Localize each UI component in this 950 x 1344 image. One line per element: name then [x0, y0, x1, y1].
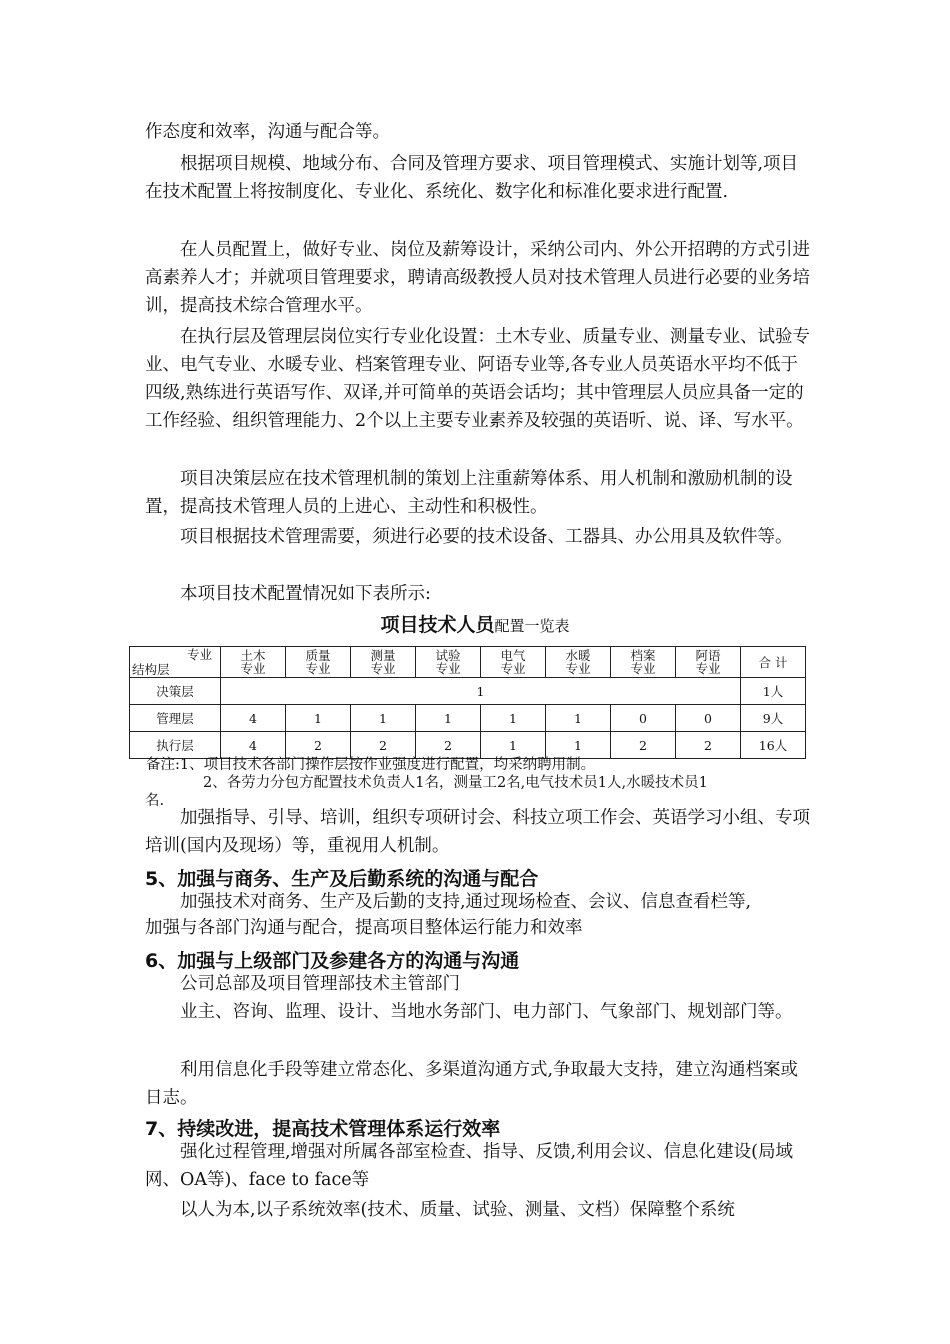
table-note-1: 备注:1、项目技术各部门操作层按作业强度进行配置，均采纳聘用制。: [146, 757, 596, 773]
table-cell: 2: [286, 732, 351, 759]
table-note-2-cont: 名.: [145, 793, 165, 809]
row-label: 执行层: [130, 732, 221, 759]
column-header: 电气 专业: [481, 647, 546, 678]
table-cell: 2: [351, 732, 416, 759]
total-header: 合 计: [741, 647, 806, 678]
table-cell: 1: [351, 705, 416, 732]
corner-bottom-label: 结构层: [132, 662, 170, 677]
table-cell: 2: [416, 732, 481, 759]
table-cell: 4: [221, 732, 286, 759]
section-5-line-1: 加强技术对商务、生产及后勤的支持,通过现场检查、会议、信息查看栏等,: [180, 892, 752, 912]
paragraph-5: 项目决策层应在技术管理机制的策划上注重薪筹体系、用人机制和激励机制的设置，提高技术管理人员的上进心、主动性和积极性。: [145, 469, 793, 517]
table-title-main: 项目技术人员: [380, 614, 495, 636]
column-header: 试验 专业: [416, 647, 481, 678]
column-header: 测量 专业: [351, 647, 416, 678]
section-6-paragraph-2: 业主、咨询、监理、设计、当地水务部门、电力部门、气象部门、规划部门等。: [180, 1002, 793, 1022]
table-cell: 2: [611, 732, 676, 759]
column-header: 土木 专业: [221, 647, 286, 678]
paragraph-7: 本项目技术配置情况如下表所示:: [180, 584, 431, 604]
row-total: 9人: [741, 705, 806, 732]
section-7-paragraph-2: 以人为本,以子系统效率(技术、质量、试验、测量、文档）保障整个系统: [180, 1200, 735, 1220]
section-6-heading: 6、加强与上级部门及参建各方的沟通与沟通: [145, 950, 520, 972]
table-cell: 0: [611, 705, 676, 732]
column-header: 水暖 专业: [546, 647, 611, 678]
table-cell: 1: [546, 705, 611, 732]
table-title-suffix: 配置一览表: [494, 617, 570, 635]
table-row: [130, 678, 806, 705]
table-cell: 0: [676, 705, 741, 732]
table-cell: 1: [481, 732, 546, 759]
paragraph-2: 根据项目规模、地域分布、合同及管理方要求、项目管理模式、实施计划等,项目在技术配置上将按制度化、专业化、系统化、数字化和标准化要求进行配置.: [145, 154, 799, 202]
paragraph-8: 加强指导、引导、培训，组织专项研讨会、科技立项工作会、英语学习小组、专项培训(国内及现场）等，重视用人机制。: [145, 808, 810, 856]
merged-cell: 1: [221, 678, 741, 705]
section-6-paragraph-3: 利用信息化手段等建立常态化、多渠道沟通方式,争取最大支持，建立沟通档案或日志。: [145, 1060, 799, 1108]
paragraph-6: 项目根据技术管理需要，须进行必要的技术设备、工器具、办公用具及软件等。: [180, 527, 793, 547]
table-header-row: [130, 647, 806, 678]
section-5-line-2: 加强与各部门沟通与配合，提高项目整体运行能力和效率: [145, 918, 583, 938]
paragraph-3: 在人员配置上，做好专业、岗位及薪筹设计，采纳公司内、外公开招聘的方式引进高素养人才；并就项目管理要求，聘请高级教授人员对技术管理人员进行必要的业务培训，提高技术综合管理水平。: [145, 240, 810, 316]
section-6-line-1: 公司总部及项目管理部技术主管部门: [180, 974, 460, 994]
section-7-paragraph-1: 强化过程管理,增强对所属各部室检查、指导、反馈,利用会议、信息化建设(局域网、OA等)、face to face等: [145, 1142, 793, 1190]
column-header: 质量 专业: [286, 647, 351, 678]
table-row: [130, 705, 806, 732]
row-label: 决策层: [130, 678, 221, 705]
row-total: 1人: [741, 678, 806, 705]
table-cell: 4: [221, 705, 286, 732]
table-title: [0, 610, 950, 641]
table-cell: 2: [676, 732, 741, 759]
table-cell: 1: [546, 732, 611, 759]
table-row: [130, 732, 806, 759]
staff-config-table: [129, 646, 806, 759]
row-total: 16人: [741, 732, 806, 759]
row-label: 管理层: [130, 705, 221, 732]
table-cell: 1: [481, 705, 546, 732]
paragraph-1: 作态度和效率，沟通与配合等。: [145, 122, 390, 142]
paragraph-4: 在执行层及管理层岗位实行专业化设置：土木专业、质量专业、测量专业、试验专业、电气专业、水暖专业、档案管理专业、阿语专业等,各专业人员英语水平均不低于四级,熟练进行英语写作、双译,并可简单的英语会话均；其中管理层人员应具备一定的工作经验、组织管理能力、2个以上主要专业素养及较强的英语听、说、译、写水平。: [145, 327, 810, 431]
section-7-heading: 7、持续改进，提高技术管理体系运行效率: [145, 1118, 501, 1140]
table-cell: 1: [286, 705, 351, 732]
corner-top-label: 专业: [186, 647, 212, 662]
corner-cell: [130, 647, 221, 678]
column-header: 阿语 专业: [676, 647, 741, 678]
column-header: 档案 专业: [611, 647, 676, 678]
section-5-heading: 5、加强与商务、生产及后勤系统的沟通与配合: [145, 868, 539, 890]
table-note-2: 2、各劳力分包方配置技术负责人1名，测量工2名,电气技术员1人,水暖技术员1: [203, 775, 708, 791]
table-cell: 1: [416, 705, 481, 732]
